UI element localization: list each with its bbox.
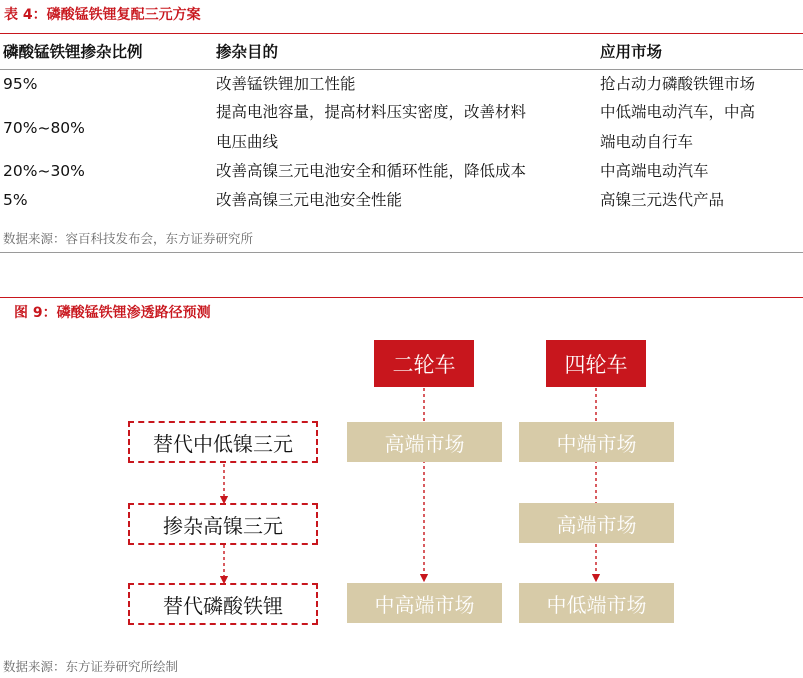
row-1-ratio: 95% (3, 75, 38, 93)
table-source: 数据来源：容百科技发布会，东方证券研究所 (3, 231, 254, 246)
path-step-1: 替代中低镍三元 (128, 421, 318, 463)
figure-title: 图 9：磷酸锰铁锂渗透路径预测 (14, 305, 211, 321)
four-wheeler-market-mid: 中端市场 (519, 422, 674, 462)
row-2-purpose-line1: 提高电池容量，提高材料压实密度，改善材料 (216, 103, 527, 121)
path-step-3: 替代磷酸铁锂 (128, 583, 318, 625)
two-wheeler-market-high: 高端市场 (347, 422, 502, 462)
row-2-market-line1: 中低端电动汽车，中高 (600, 103, 756, 121)
row-4-ratio: 5% (3, 191, 28, 209)
header-ratio: 磷酸锰铁锂掺杂比例 (3, 43, 143, 61)
row-4-market: 高镍三元迭代产品 (600, 191, 725, 209)
row-2-ratio: 70%~80% (3, 119, 85, 137)
two-wheeler-header: 二轮车 (374, 340, 474, 387)
table-title: 表 4：磷酸锰铁锂复配三元方案 (4, 7, 201, 23)
row-3-purpose: 改善高镍三元电池安全和循环性能，降低成本 (216, 162, 527, 180)
figure-source: 数据来源：东方证券研究所绘制 (3, 659, 179, 674)
four-wheeler-market-mid-low: 中低端市场 (519, 583, 674, 623)
four-wheeler-market-high: 高端市场 (519, 503, 674, 543)
row-4-purpose: 改善高镍三元电池安全性能 (216, 191, 403, 209)
header-purpose: 掺杂目的 (216, 43, 279, 61)
two-wheeler-market-mid-high: 中高端市场 (347, 583, 502, 623)
row-2-purpose-line2: 电压曲线 (216, 133, 279, 151)
row-1-market: 抢占动力磷酸铁锂市场 (600, 75, 756, 93)
row-3-ratio: 20%~30% (3, 162, 85, 180)
header-market: 应用市场 (600, 43, 663, 61)
row-1-purpose: 改善锰铁锂加工性能 (216, 75, 356, 93)
row-2-market-line2: 端电动自行车 (600, 133, 694, 151)
path-step-2: 掺杂高镍三元 (128, 503, 318, 545)
four-wheeler-header: 四轮车 (546, 340, 646, 387)
row-3-market: 中高端电动汽车 (600, 162, 709, 180)
